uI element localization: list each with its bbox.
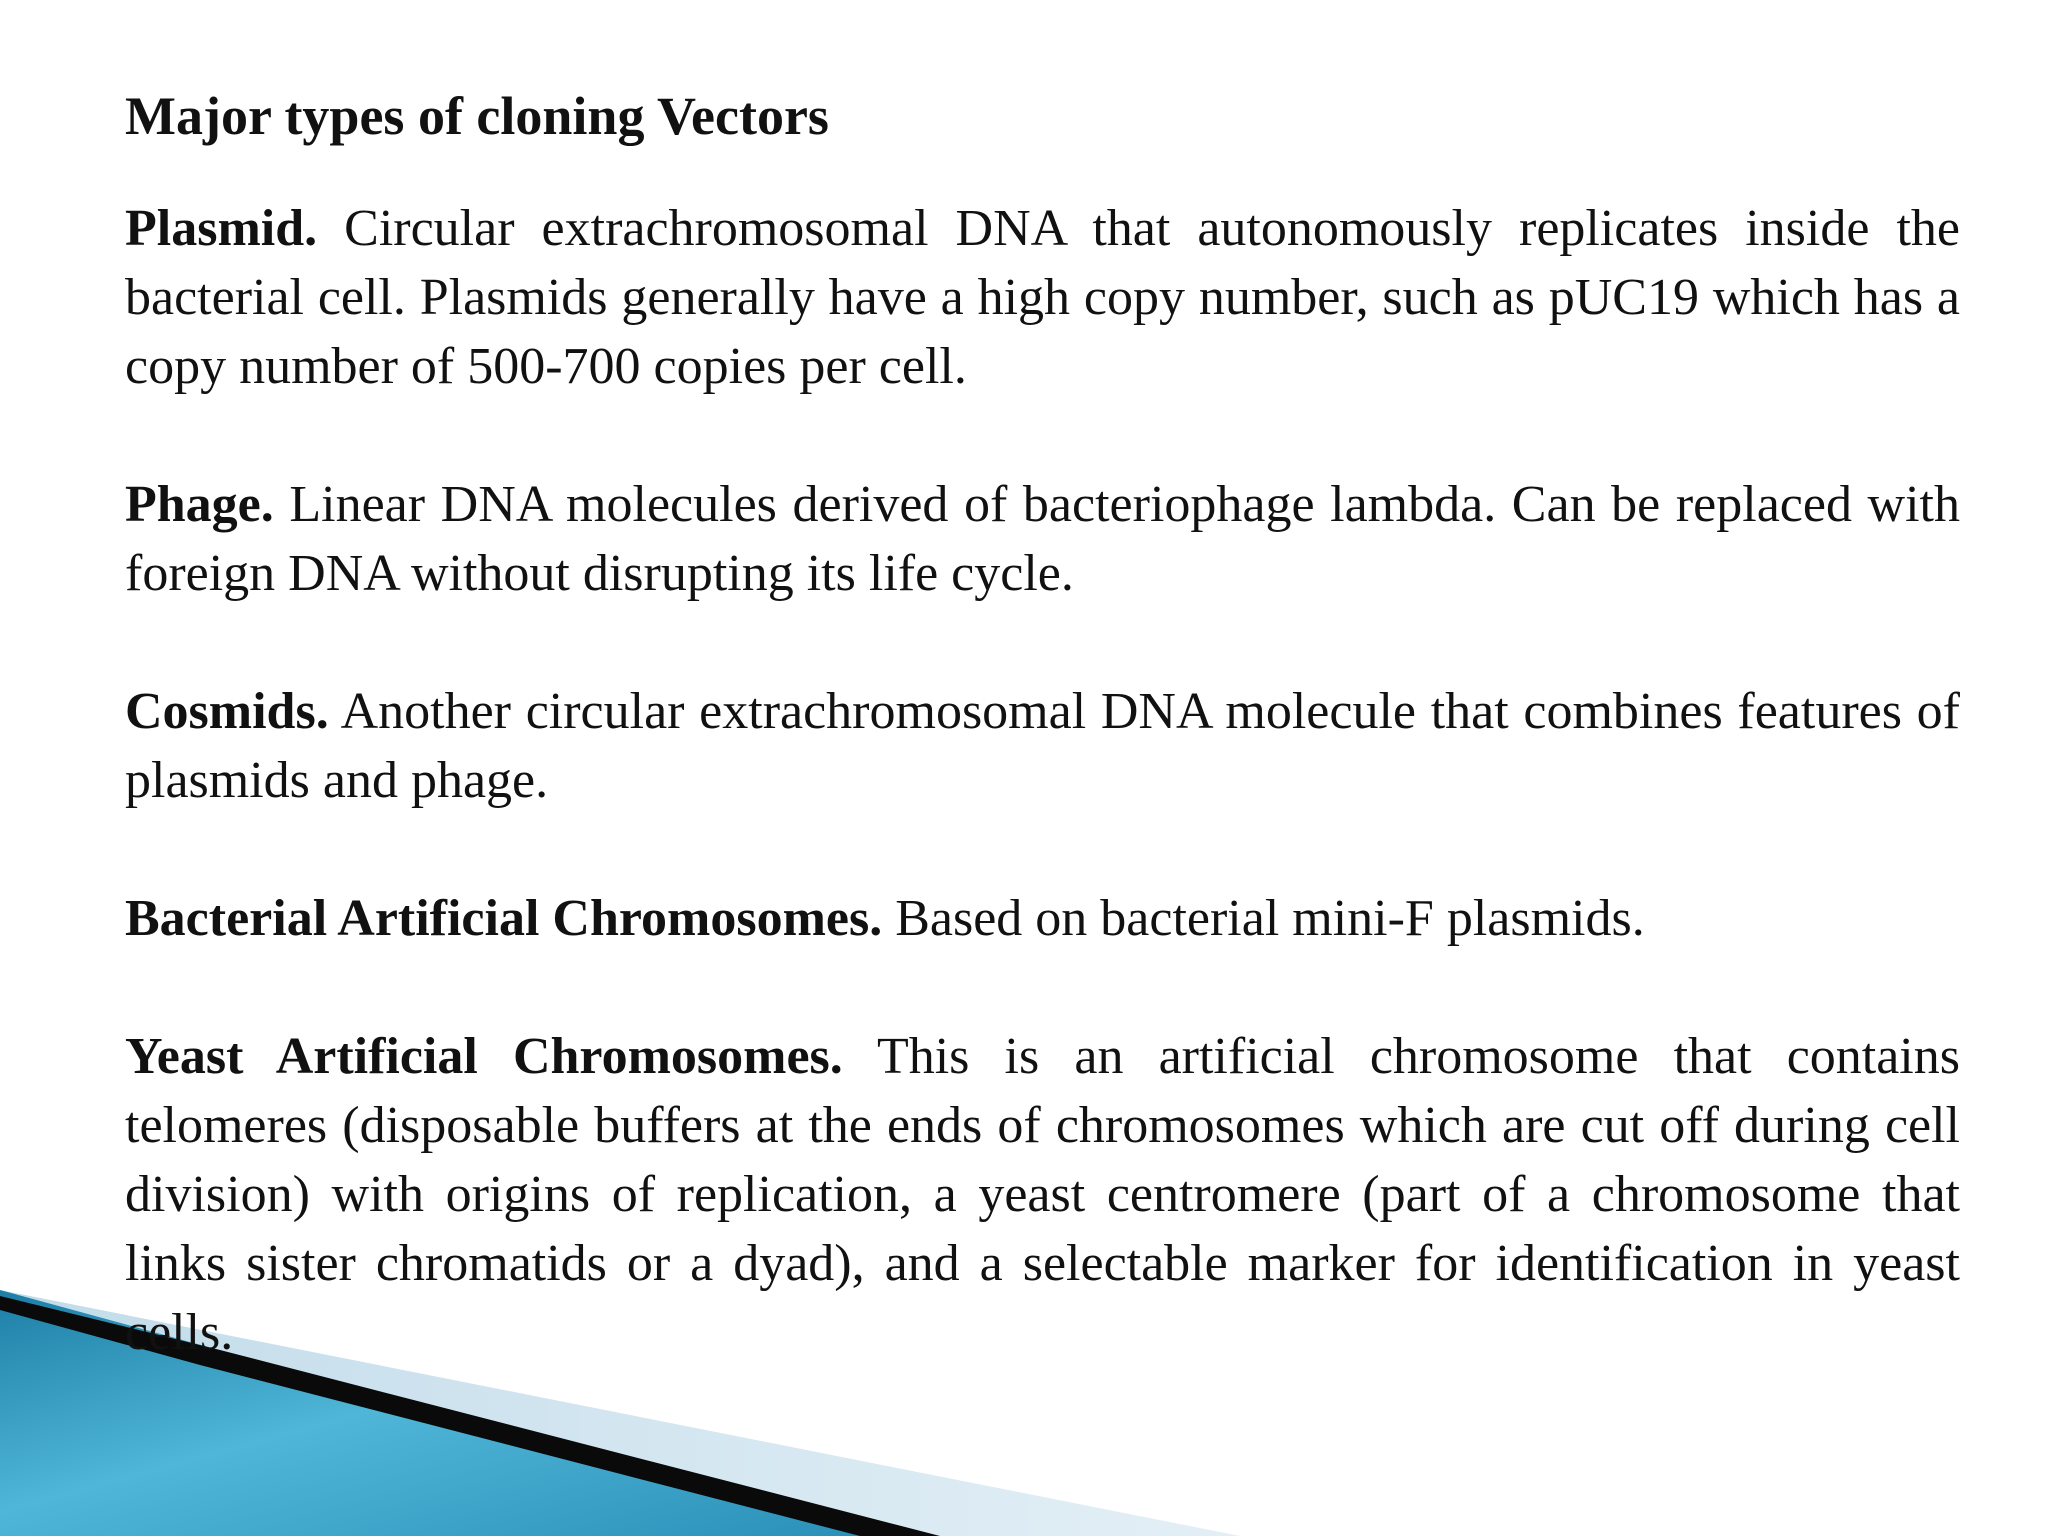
text-phage: Linear DNA molecules derived of bacteriophage lambda. Can be replaced with foreign DNA without disrupting its life cycle. [125,476,1961,602]
term-bac: Bacterial Artificial Chromosomes. [125,890,883,947]
text-yac: This is an artificial chromosome that contains telomeres (disposable buffers at the ends of chromosomes which are cut off during cell division) with origins of replication, a yeast centromere (part of a chromosome that links sister chromatids or a dyad), and a selectable marker for identification in yeast cells. [125,1028,1960,1361]
paragraph-yac [125,1022,1960,1367]
term-plasmid: Plasmid. [125,200,318,257]
term-phage: Phage. [125,476,274,533]
term-yac: Yeast Artificial Chromosomes. [125,1028,843,1085]
text-plasmid: Circular extrachromosomal DNA that autonomously replicates inside the bacterial cell. Plasmids generally have a high copy number, such as pUC19 which has a copy number of 500-700 copies per cell. [125,200,1960,395]
text-cosmids: Another circular extrachromosomal DNA molecule that combines features of plasmids and phage. [125,683,1960,809]
slide-content [125,80,1960,1436]
paragraph-phage [125,470,1960,608]
text-bac: Based on bacterial mini-F plasmids. [895,890,1645,947]
slide-title: Major types of cloning Vectors [125,86,829,146]
paragraph-bac [125,884,1960,953]
paragraph-cosmids [125,677,1960,815]
term-cosmids: Cosmids. [125,683,329,740]
paragraph-plasmid [125,194,1960,401]
